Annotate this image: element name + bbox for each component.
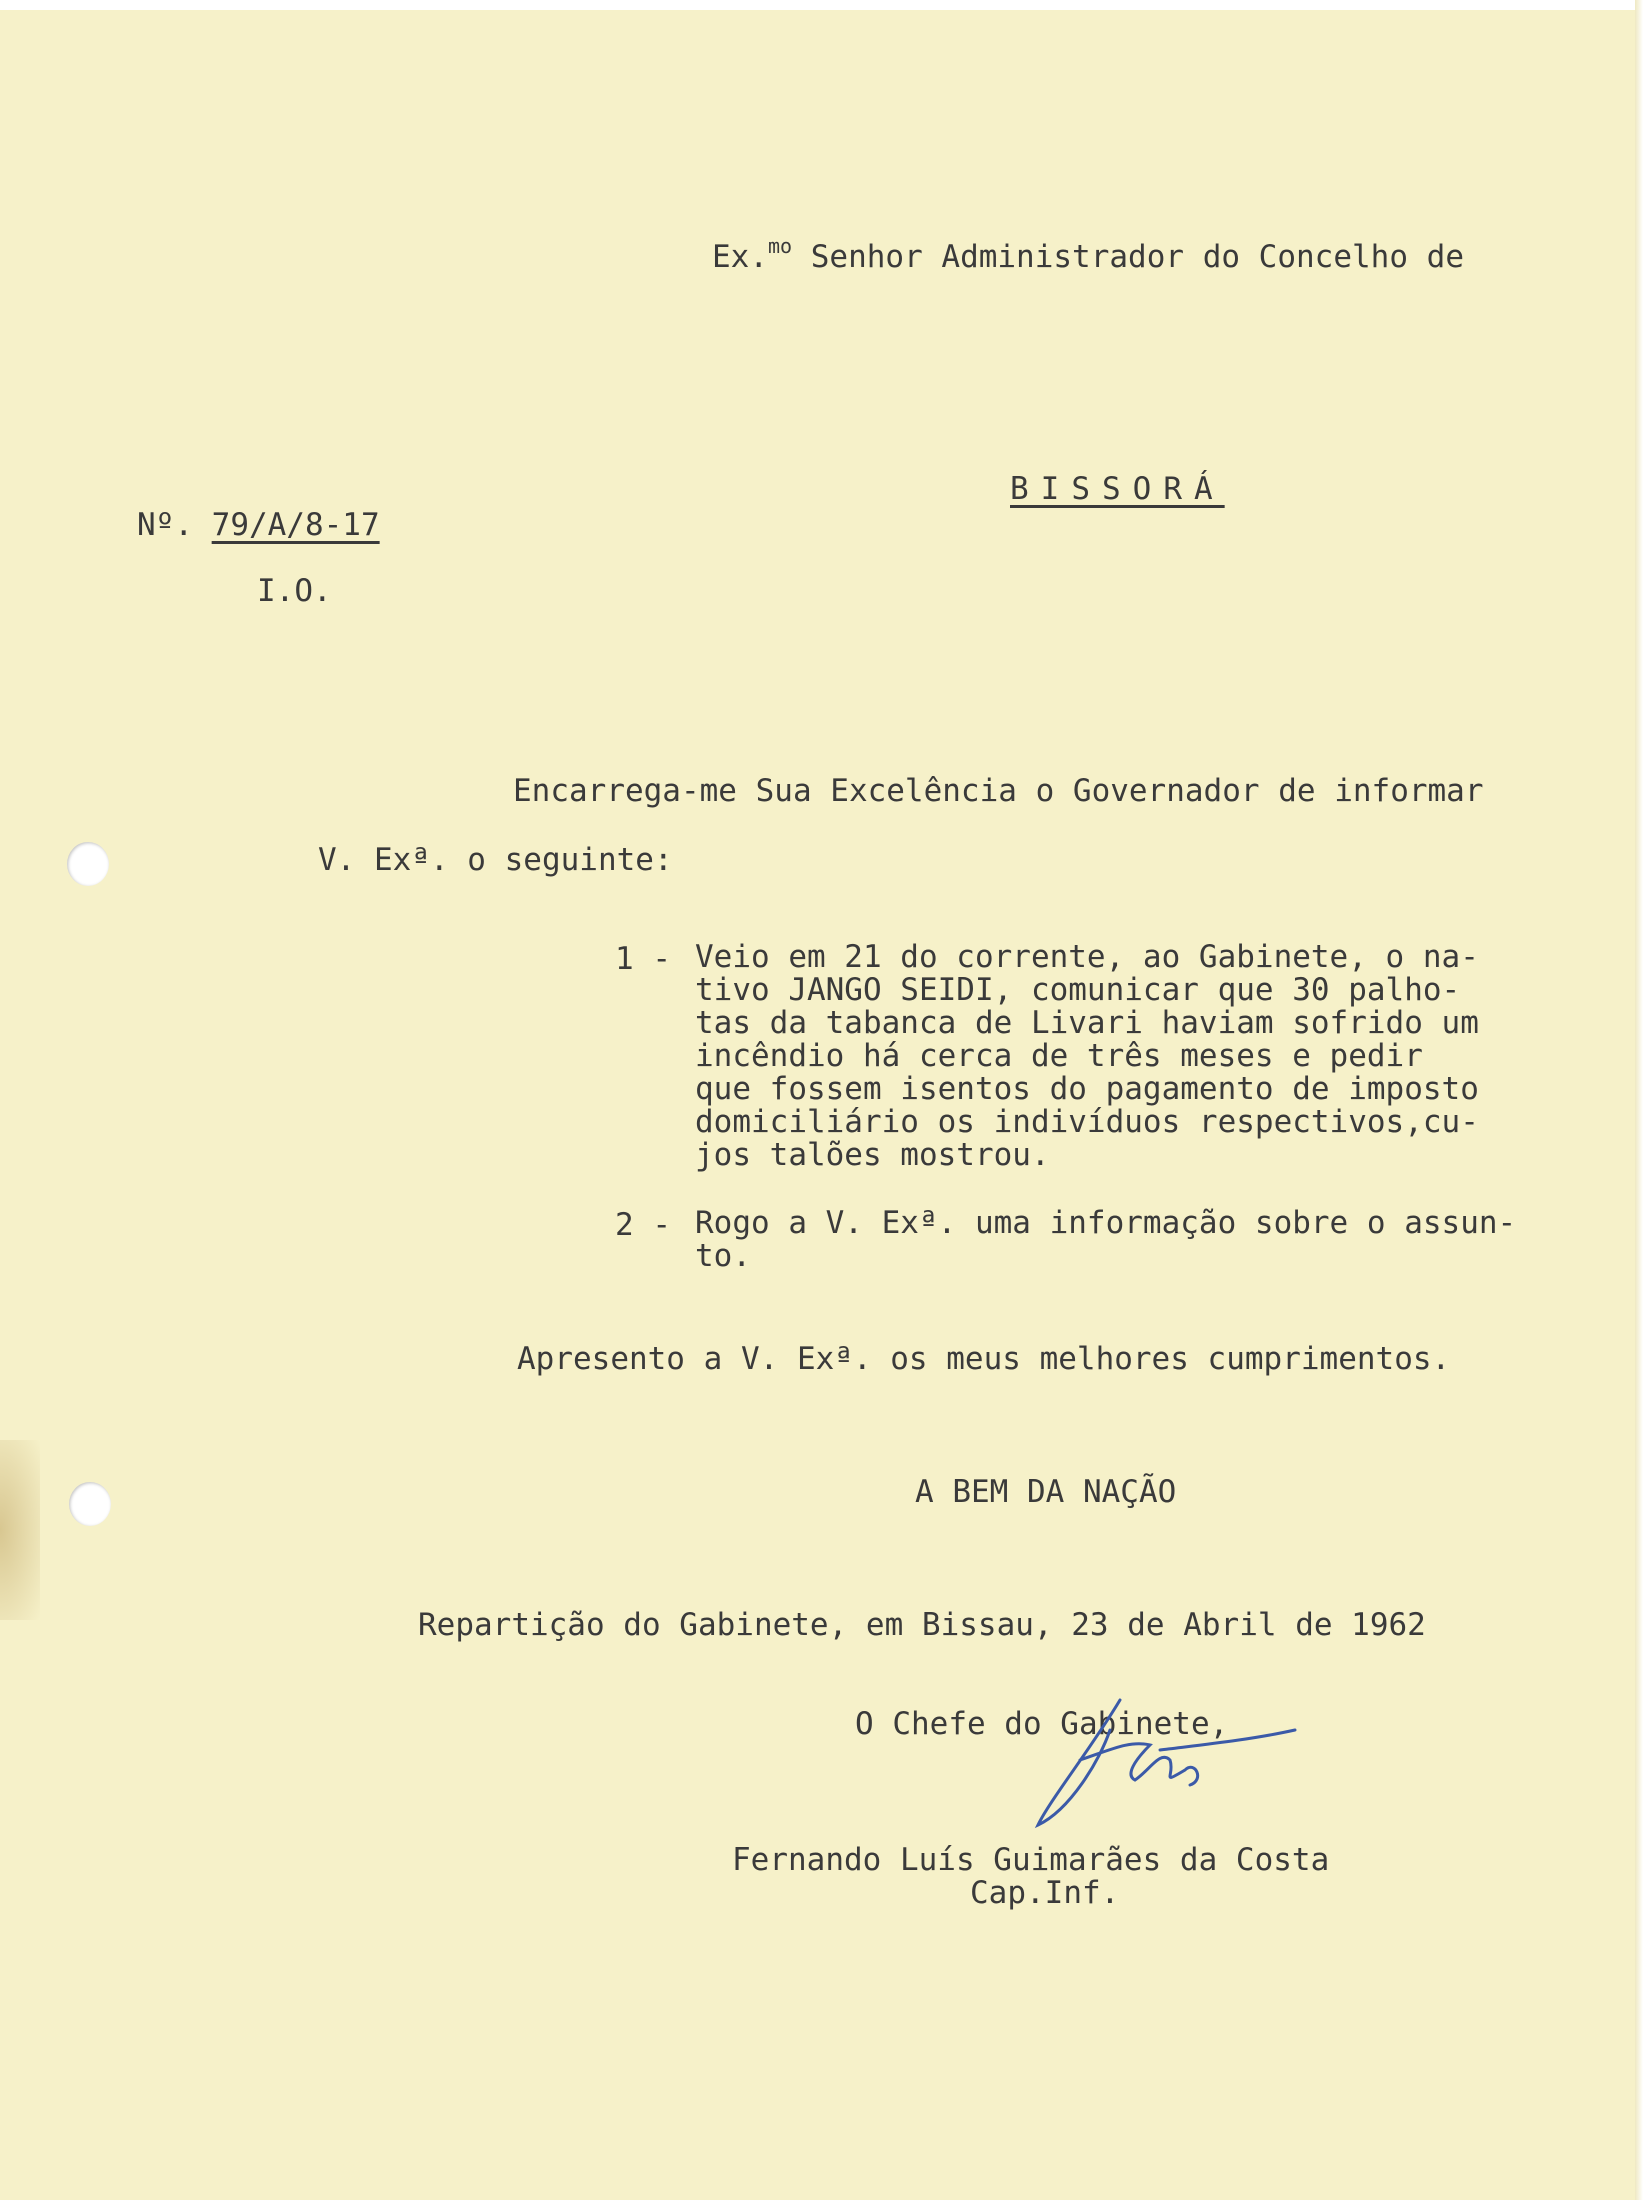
item-1-line: domiciliário os indivíduos respectivos,cu-: [695, 1104, 1479, 1140]
item-1-line: tas da tabanca de Livari haviam sofrido um: [695, 1005, 1479, 1041]
destination: BISSORÁ: [1010, 471, 1225, 507]
motto: A BEM DA NAÇÃO: [915, 1474, 1177, 1510]
signatory-name: Fernando Luís Guimarães da Costa: [732, 1842, 1330, 1878]
item-1-line: Veio em 21 do corrente, ao Gabinete, o na-: [695, 939, 1479, 975]
reference-number: 79/A/8-17: [211, 507, 380, 543]
salutation-superscript: mo: [768, 234, 793, 258]
scan-top-edge: [0, 0, 1643, 10]
punch-hole-bottom: [69, 1482, 111, 1526]
item-2-number: 2 -: [615, 1207, 671, 1243]
handwritten-signature: [1010, 1690, 1300, 1840]
item-2-text: [695, 1207, 1516, 1273]
reference-label: Nº.: [137, 507, 212, 543]
scan-right-edge: [1635, 0, 1643, 2200]
closing: Apresento a V. Exª. os meus melhores cumprimentos.: [517, 1341, 1451, 1377]
reference: [137, 507, 380, 543]
paper-stain: [0, 1440, 40, 1620]
signatory-title: O Chefe do Gabinete,: [855, 1706, 1229, 1742]
salutation-rest: Senhor Administrador do Concelho de: [792, 239, 1464, 275]
signatory-rank: Cap.Inf.: [970, 1875, 1120, 1911]
item-1-line: tivo JANGO SEIDI, comunicar que 30 palho-: [695, 972, 1461, 1008]
item-1-line: incêndio há cerca de três meses e pedir: [695, 1038, 1423, 1074]
item-2-line: to.: [695, 1238, 751, 1274]
item-1-line: que fossem isentos do pagamento de imposto: [695, 1071, 1479, 1107]
place-date: Repartição do Gabinete, em Bissau, 23 de Abril de 1962: [418, 1607, 1426, 1643]
reference-sub: I.O.: [257, 573, 332, 609]
punch-hole-top: [67, 842, 109, 886]
item-1-text: [695, 941, 1479, 1172]
salutation-prefix: Ex.: [712, 239, 768, 275]
intro-line-1: Encarrega-me Sua Excelência o Governador de informar: [513, 773, 1484, 809]
intro-line-2: V. Exª. o seguinte:: [318, 842, 673, 878]
item-1-line: jos talões mostrou.: [695, 1137, 1050, 1173]
item-1-number: 1 -: [615, 941, 671, 977]
salutation: [712, 234, 1464, 275]
item-2-line: Rogo a V. Exª. uma informação sobre o assun-: [695, 1205, 1517, 1241]
